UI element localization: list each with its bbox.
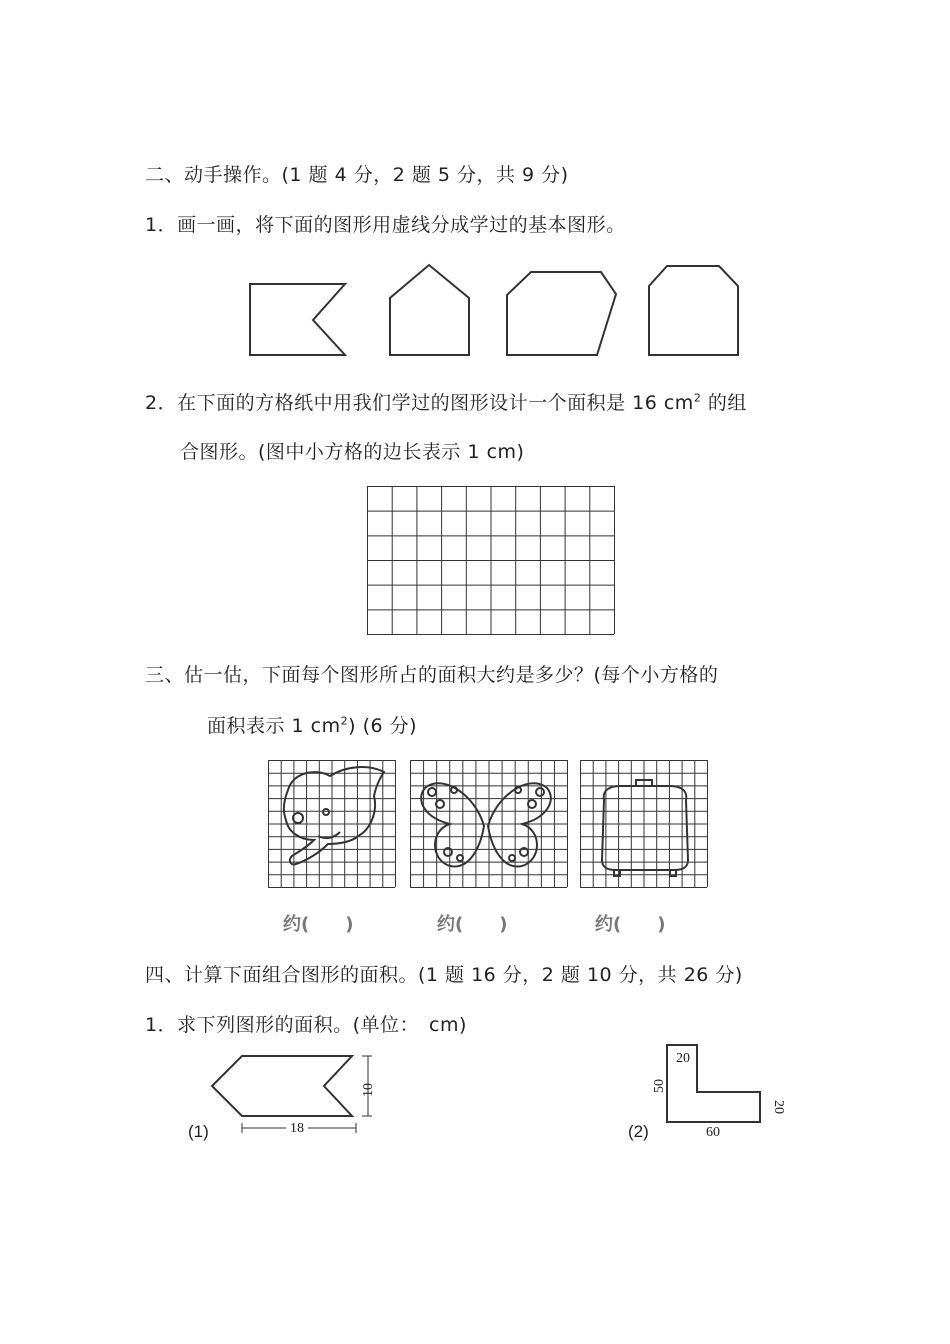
section3-text-end: ) (6 分) bbox=[348, 715, 418, 737]
question-2-line1 bbox=[145, 388, 747, 415]
notched-rectangle-shape bbox=[250, 284, 345, 355]
octagon-top-shape bbox=[649, 266, 738, 355]
figure-2 bbox=[645, 1040, 786, 1140]
butterfly-icon bbox=[421, 783, 551, 866]
section4-question-1: 1．求下列图形的面积。(单位： cm) bbox=[145, 1014, 467, 1036]
question-2-text-end: 的组 bbox=[701, 392, 747, 414]
section3-text: 面积表示 1 cm bbox=[207, 715, 341, 737]
estimate-answer-3[interactable]: 约( ) bbox=[595, 914, 666, 935]
arrow-hexagon-shape bbox=[212, 1056, 352, 1116]
grid-paper bbox=[367, 486, 615, 635]
polygon-figures bbox=[0, 0, 950, 400]
figure-1 bbox=[200, 1050, 400, 1140]
grid-lines bbox=[367, 486, 615, 635]
irregular-pentagon-shape bbox=[507, 272, 616, 355]
superscript: 2 bbox=[693, 391, 702, 405]
suitcase-icon bbox=[602, 780, 688, 876]
butterfly-grid bbox=[410, 760, 568, 888]
section4-heading: 四、计算下面组合图形的面积。(1 题 16 分，2 题 10 分，共 26 分) bbox=[145, 964, 743, 986]
dim-bottom-label: 60 bbox=[706, 1125, 720, 1140]
question-2-text: 2．在下面的方格纸中用我们学过的图形设计一个面积是 16 cm bbox=[145, 392, 694, 414]
elephant-grid bbox=[268, 760, 396, 888]
dim-right-label: 20 bbox=[771, 1100, 786, 1114]
estimate-answer-2[interactable]: 约( ) bbox=[437, 914, 508, 935]
estimate-answer-1[interactable]: 约( ) bbox=[283, 914, 354, 935]
dim-height-label: 10 bbox=[361, 1083, 376, 1097]
figure-2-label: (2) bbox=[628, 1122, 649, 1141]
dim-left-label: 50 bbox=[652, 1079, 667, 1093]
dim-width-label: 18 bbox=[290, 1121, 304, 1136]
dim-top-label: 20 bbox=[676, 1051, 690, 1066]
pentagon-house-shape bbox=[390, 265, 469, 355]
section3-heading: 三、估一估，下面每个图形所占的面积大约是多少？(每个小方格的 bbox=[145, 664, 719, 686]
question-2-line2: 合图形。(图中小方格的边长表示 1 cm) bbox=[180, 441, 525, 463]
section3-line2 bbox=[207, 711, 417, 738]
figure-1-label: (1) bbox=[188, 1122, 209, 1141]
suitcase-grid bbox=[580, 760, 708, 888]
section2-heading: 二、动手操作。(1 题 4 分，2 题 5 分，共 9 分) bbox=[145, 164, 569, 186]
superscript: 2 bbox=[340, 714, 349, 728]
question-1: 1．画一画，将下面的图形用虚线分成学过的基本图形。 bbox=[145, 214, 626, 236]
